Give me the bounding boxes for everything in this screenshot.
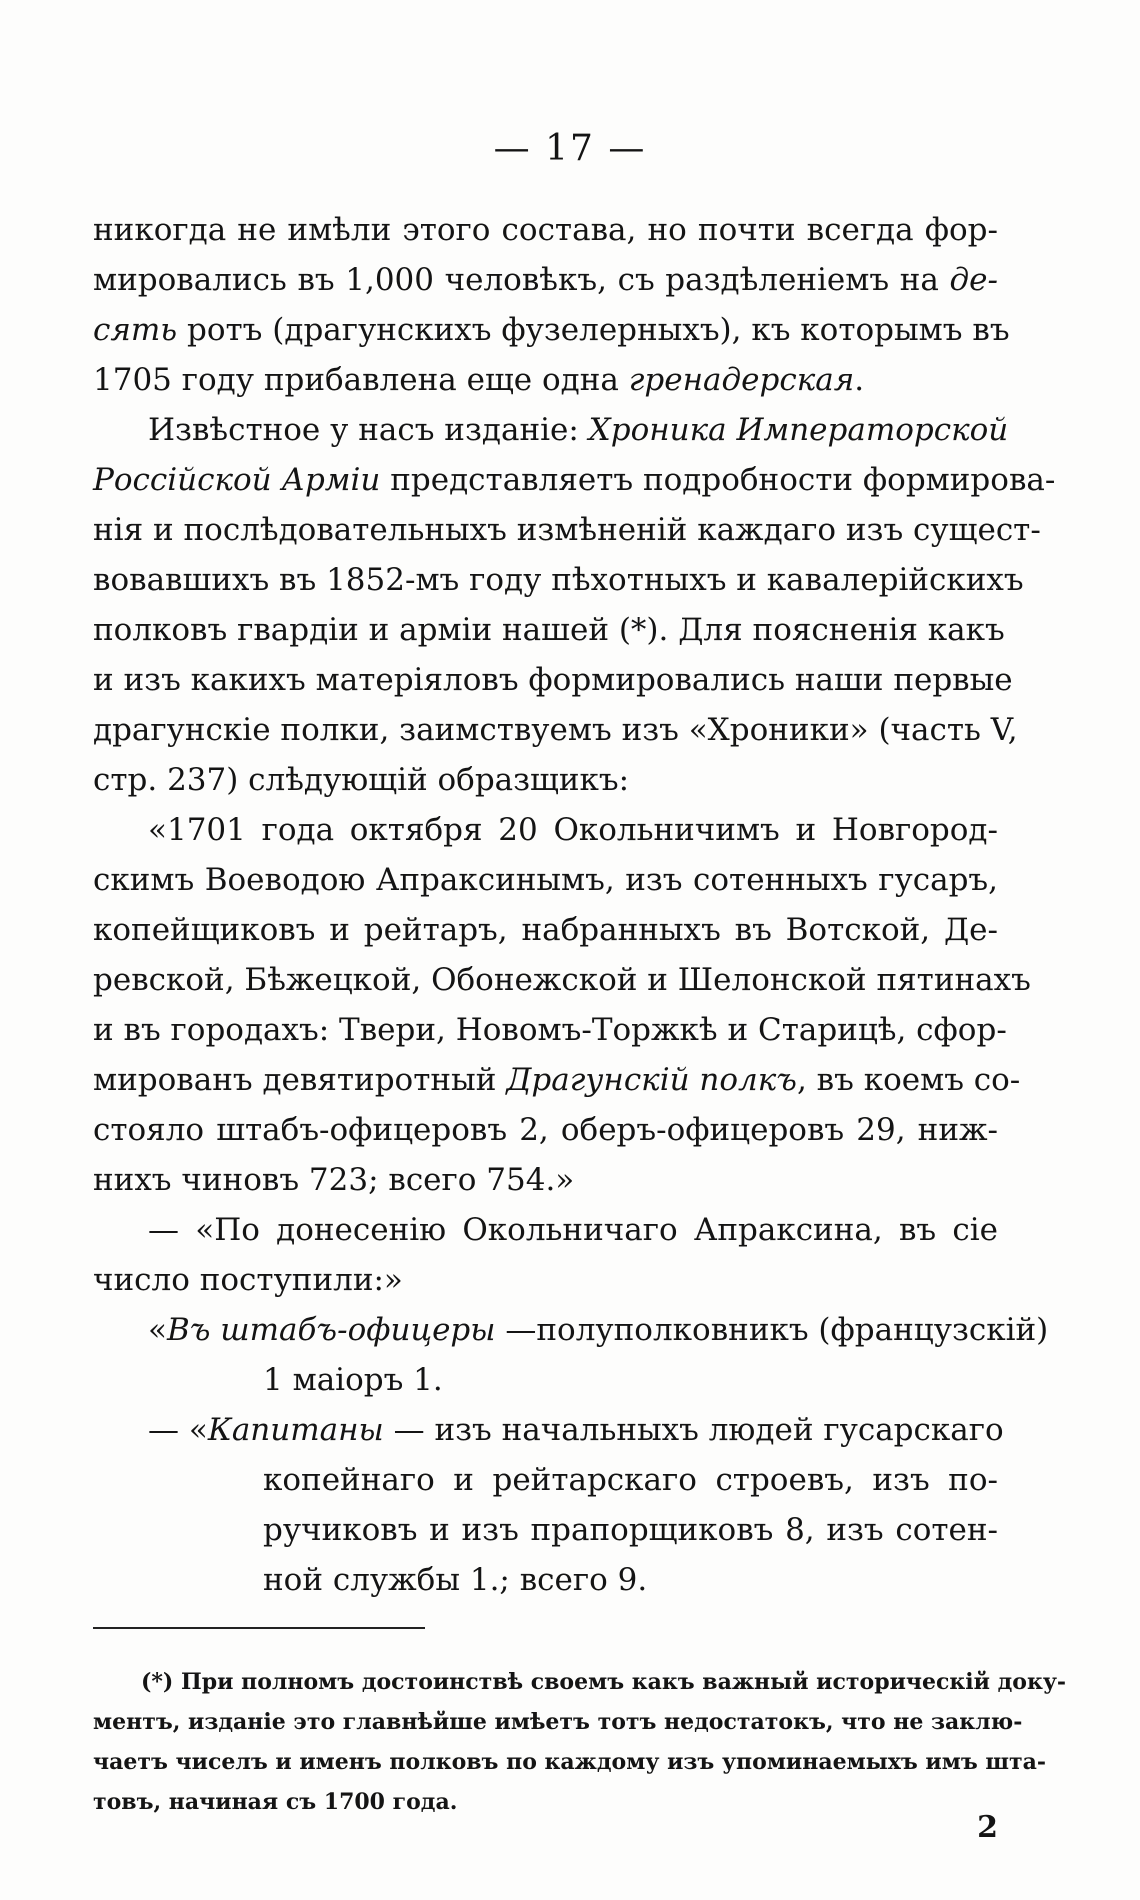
text-run: — « bbox=[148, 1412, 208, 1448]
text-line: — «По донесенію Окольничаго Апраксина, въ сіе bbox=[148, 1212, 998, 1248]
text-line: число поступили:» bbox=[93, 1262, 403, 1298]
text-line bbox=[93, 405, 1009, 455]
text-run: мированъ девятиротный bbox=[93, 1062, 507, 1098]
text-line bbox=[93, 355, 998, 405]
italic-text: Капитаны bbox=[207, 1412, 384, 1448]
text-run: —полуполковникъ (французскій) bbox=[495, 1312, 1049, 1348]
text-run: Извѣстное у насъ изданіе: bbox=[148, 412, 589, 448]
footnote-line: товъ, начиная съ 1700 года. bbox=[93, 1789, 458, 1815]
text-run: , въ коемъ со- bbox=[796, 1062, 1021, 1098]
text-line: копейщиковъ и рейтаръ, набранныхъ въ Вотской, Де- bbox=[93, 912, 998, 948]
italic-text: де- bbox=[949, 262, 998, 298]
text-line bbox=[93, 1405, 1004, 1455]
italic-text: Хроника Императорской bbox=[588, 412, 1009, 448]
text-line: ревской, Бѣжецкой, Обонежской и Шелонской пятинахъ bbox=[93, 962, 1031, 998]
text-run: — изъ начальныхъ людей гусарскаго bbox=[383, 1412, 1004, 1448]
footnote-line: чаетъ чиселъ и именъ полковъ по каждому изъ упоминаемыхъ имъ шта- bbox=[93, 1749, 1047, 1775]
text-line: вовавшихъ въ 1852-мъ году пѣхотныхъ и кавалерійскихъ bbox=[93, 562, 1024, 598]
text-line: скимъ Воеводою Апраксинымъ, изъ сотенныхъ гусаръ, bbox=[93, 862, 998, 898]
text-run: 1705 году прибавлена еще одна bbox=[93, 362, 629, 398]
paragraph-2 bbox=[93, 405, 1056, 805]
text-line: драгунскіе полки, заимствуемъ изъ «Хроники» (часть V, bbox=[93, 712, 1018, 748]
paragraph-1 bbox=[93, 205, 1010, 405]
text-line: «1701 года октября 20 Окольничимъ и Новгород- bbox=[148, 812, 998, 848]
text-run: мировались въ 1,000 человѣкъ, съ раздѣленіемъ на bbox=[93, 262, 950, 298]
text-run: ротъ (драгунскихъ фузелерныхъ), къ которымъ въ bbox=[177, 312, 1010, 348]
text-line: полковъ гвардіи и арміи нашей (*). Для поясненія какъ bbox=[93, 612, 1005, 648]
text-line: стр. 237) слѣдующій образщикъ: bbox=[93, 762, 630, 798]
text-line: ручиковъ и изъ прапорщиковъ 8, изъ сотен- bbox=[263, 1512, 998, 1548]
signature-mark: 2 bbox=[977, 1810, 998, 1845]
paragraph-report bbox=[93, 1205, 998, 1305]
quotation-1701 bbox=[93, 805, 1031, 1205]
text-line: никогда не имѣли этого состава, но почти всегда фор- bbox=[93, 212, 998, 248]
italic-text: Россійской Арміи bbox=[93, 462, 381, 498]
text-line bbox=[93, 255, 998, 305]
italic-text: сять bbox=[93, 312, 178, 348]
main-text bbox=[93, 205, 1056, 1605]
italic-text: Въ штабъ-офицеры bbox=[166, 1312, 496, 1348]
footnote-line: (*) При полномъ достоинствѣ своемъ какъ важный историческій доку- bbox=[141, 1669, 1067, 1695]
text-run: « bbox=[148, 1312, 167, 1348]
text-line bbox=[93, 305, 1010, 355]
text-line bbox=[93, 455, 1056, 505]
footnote bbox=[93, 1662, 1067, 1822]
text-line: 1 маіоръ 1. bbox=[263, 1362, 443, 1398]
text-line: и въ городахъ: Твери, Новомъ-Торжкѣ и Старицѣ, сфор- bbox=[93, 1012, 1007, 1048]
italic-text: гренадерская bbox=[628, 362, 855, 398]
text-line: нихъ чиновъ 723; всего 754.» bbox=[93, 1162, 575, 1198]
text-line: и изъ какихъ матеріяловъ формировались наши первые bbox=[93, 662, 1013, 698]
text-line bbox=[93, 1305, 1049, 1355]
text-line: стояло штабъ-офицеровъ 2, оберъ-офицеровъ 29, ниж- bbox=[93, 1112, 998, 1148]
text-line: копейнаго и рейтарскаго строевъ, изъ по- bbox=[263, 1462, 998, 1498]
page-number-header: — 17 — bbox=[493, 128, 647, 169]
text-line: ной службы 1.; всего 9. bbox=[263, 1562, 648, 1598]
footnote-line: ментъ, изданіе это главнѣйше имѣетъ тотъ недостатокъ, что не заклю- bbox=[93, 1709, 1023, 1735]
text-line bbox=[93, 1055, 1021, 1105]
entry-staff-officers bbox=[93, 1305, 1049, 1405]
text-run: . bbox=[854, 362, 865, 398]
text-line: нія и послѣдовательныхъ измѣненій каждаго изъ сущест- bbox=[93, 512, 1041, 548]
text-run: представляетъ подробности формирова- bbox=[380, 462, 1056, 498]
footnote-divider bbox=[93, 1627, 425, 1629]
italic-text: Драгунскій полкъ bbox=[506, 1062, 797, 1098]
entry-captains bbox=[93, 1405, 1004, 1605]
